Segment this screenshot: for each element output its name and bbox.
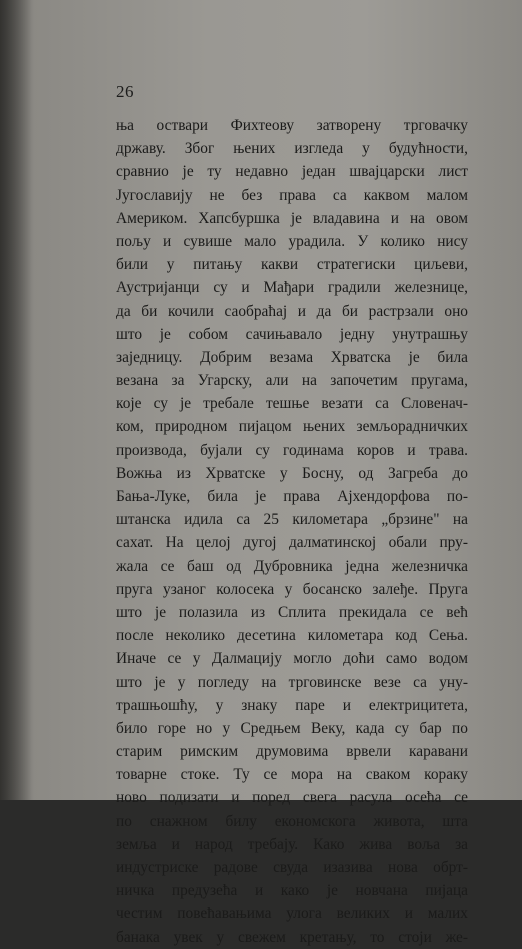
text-line: што је у погледу на трговинске везе са уну-	[116, 673, 468, 691]
text-line: Бања-Луке, била је права Ајхендорфова по-	[116, 488, 468, 505]
text-line: пруга узаног колосека у босанско залеђе. Пруга	[116, 580, 468, 598]
text-line: ничка предузећа и како је новчана пијаца	[116, 882, 468, 900]
text-line: Аустријанци су и Мађари градили железнице,	[116, 279, 468, 297]
text-line: старим римским друмовима врвели каравани	[116, 743, 468, 761]
text-line: сравнио је ту недавно један швајцарски лист	[116, 163, 468, 181]
text-line: банака увек у свежем кретању, то стоји же-	[116, 928, 468, 946]
text-line: били у питању какви стратегиски циљеви,	[116, 256, 468, 274]
text-line: Југославију не без права са каквом малом	[116, 186, 468, 204]
text-line: земља и народ требају. Како жива воља за	[116, 835, 468, 853]
text-line: државу. Због њених изгледа у будућности,	[116, 140, 468, 158]
text-line: по снажном билу економскога живота, шта	[116, 812, 468, 830]
text-line: Вожња из Хрватске у Босну, од Загреба до	[116, 464, 468, 482]
body-text	[116, 114, 468, 949]
text-line: ња оствари Фихтеову затворену трговачку	[116, 117, 468, 134]
text-line: честим повећавањима улога великих и малих	[116, 905, 468, 923]
text-line: жала се баш од Дубровника једна железничка	[116, 557, 468, 575]
text-line: заједницу. Добрим везама Хрватска је била	[116, 348, 468, 366]
text-line: што је полазила из Сплита прекидала се већ	[116, 603, 468, 621]
page-number: 26	[116, 82, 134, 101]
text-line: било горе но у Средњем Веку, када су бар по	[116, 719, 468, 737]
text-line: индустриске радове свуда изазива нова обрт-	[116, 859, 468, 876]
text-line: ком, природном пијацом њених земљорадничких	[116, 418, 468, 436]
text-line: товарне стоке. Ту се мора на сваком кораку	[116, 766, 468, 784]
text-line: производа, бујали су годинама коров и трава.	[116, 441, 468, 459]
text-line: ново подизати и поред свега расула осећа се	[116, 789, 468, 807]
spine-shadow	[0, 0, 34, 800]
text-line: што је собом сачињавало једну унутрашњу	[116, 325, 468, 343]
text-line: штанска идила са 25 километара „брзине" на	[116, 511, 468, 529]
text-line: да би кочили саобраћај и да би растрзали оно	[116, 302, 468, 320]
text-line: Иначе се у Далмацију могло доћи само водом	[116, 650, 468, 668]
text-line: трашњошћу, у знаку паре и електрицитета,	[116, 696, 468, 714]
text-line: које су је требале тешње везати са Словенач-	[116, 395, 468, 413]
text-line: пољу и сувише мало урадила. У колико нису	[116, 232, 468, 250]
text-line: сахат. На целој дугој далматинској обали пру-	[116, 534, 468, 552]
text-line: Америком. Хапсбуршка је владавина и на овом	[116, 209, 468, 227]
text-line: везана за Угарску, али на започетим пругама,	[116, 372, 468, 390]
text-line: после неколико десетина километара код Сења.	[116, 627, 468, 645]
